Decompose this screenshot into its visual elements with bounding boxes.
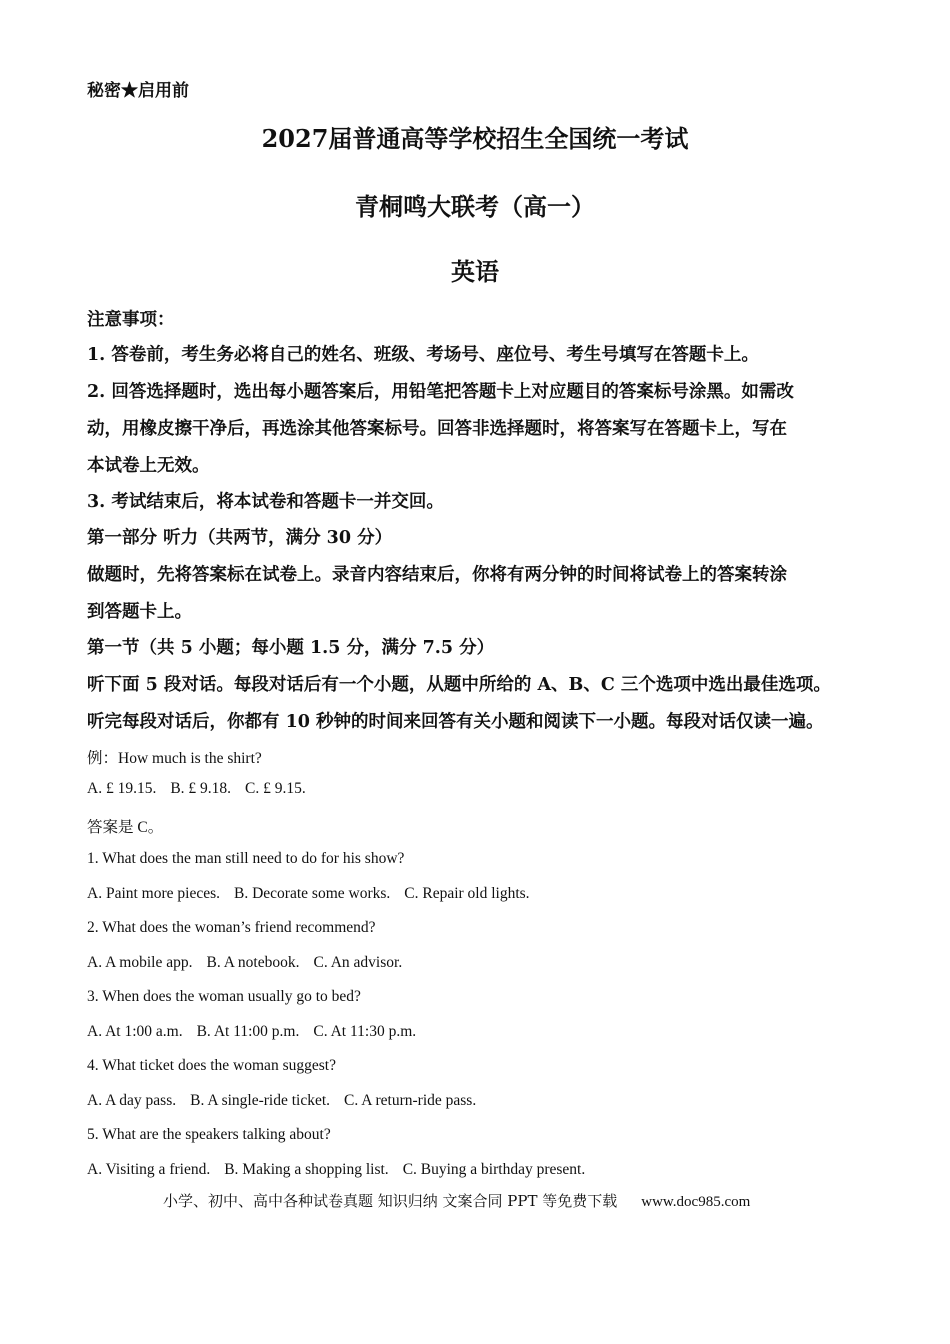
question-2: 2. What does the woman’s friend recommend? xyxy=(87,919,376,936)
page-footer xyxy=(163,1190,750,1211)
part1-heading: 第一部分 听力（共两节，满分 30 分） xyxy=(87,528,393,548)
question-1-options xyxy=(87,885,530,903)
exam-title: 2027届普通高等学校招生全国统一考试 xyxy=(261,124,689,153)
question-5-options xyxy=(87,1161,585,1179)
question-4-option-b: B. A single-ride ticket. xyxy=(190,1092,331,1109)
note-1: 1. 答卷前，考生务必将自己的姓名、班级、考场号、座位号、考生号填写在答题卡上。 xyxy=(87,345,759,365)
question-5-option-c: C. Buying a birthday present. xyxy=(402,1161,586,1178)
question-2-options xyxy=(87,954,402,972)
section1-desc-line-2: 听完每段对话后，你都有 10 秒钟的时间来回答有关小题和阅读下一小题。每段对话仅读一遍。 xyxy=(87,712,824,732)
note-2-line-1: 2. 回答选择题时，选出每小题答案后，用铅笔把答题卡上对应题目的答案标号涂黑。如需改 xyxy=(87,382,794,402)
question-1-option-a: A. Paint more pieces. xyxy=(87,885,221,902)
question-4: 4. What ticket does the woman suggest? xyxy=(87,1057,336,1074)
example-options xyxy=(87,780,306,798)
notes-heading: 注意事项： xyxy=(87,310,175,330)
question-5-option-b: B. Making a shopping list. xyxy=(224,1161,389,1178)
example-option-b: B. £ 9.18. xyxy=(170,780,232,797)
question-4-option-a: A. A day pass. xyxy=(87,1092,177,1109)
question-3-options xyxy=(87,1023,416,1041)
part1-desc-line-2: 到答题卡上。 xyxy=(87,602,192,622)
footer-url[interactable]: www.doc985.com xyxy=(641,1194,751,1210)
question-3: 3. When does the woman usually go to bed? xyxy=(87,988,361,1005)
note-3: 3. 考试结束后，将本试卷和答题卡一并交回。 xyxy=(87,492,444,512)
example-option-a: A. £ 19.15. xyxy=(87,780,157,797)
example-question: 例：How much is the shirt? xyxy=(87,750,262,767)
question-2-option-a: A. A mobile app. xyxy=(87,954,193,971)
section1-desc-line-1: 听下面 5 段对话。每段对话后有一个小题，从题中所给的 A、B、C 三个选项中选出最佳选项。 xyxy=(87,675,831,695)
question-2-option-c: C. An advisor. xyxy=(313,954,403,971)
subject-title: 英语 xyxy=(451,257,499,286)
question-2-option-b: B. A notebook. xyxy=(206,954,300,971)
question-1: 1. What does the man still need to do for his show? xyxy=(87,850,405,867)
question-1-option-b: B. Decorate some works. xyxy=(234,885,391,902)
question-5-option-a: A. Visiting a friend. xyxy=(87,1161,211,1178)
note-2-line-3: 本试卷上无效。 xyxy=(87,456,210,476)
league-title: 青桐鸣大联考（高一） xyxy=(355,192,595,221)
confidential-label: 秘密★启用前 xyxy=(87,81,189,101)
question-4-options xyxy=(87,1092,476,1110)
question-1-option-c: C. Repair old lights. xyxy=(404,885,530,902)
example-answer: 答案是 C。 xyxy=(87,819,164,836)
footer-text: 小学、初中、高中各种试卷真题 知识归纳 文案合同 PPT 等免费下载 xyxy=(163,1192,618,1210)
question-3-option-a: A. At 1:00 a.m. xyxy=(87,1023,183,1040)
question-4-option-c: C. A return-ride pass. xyxy=(344,1092,477,1109)
section1-heading: 第一节（共 5 小题；每小题 1.5 分，满分 7.5 分） xyxy=(87,638,495,658)
part1-desc-line-1: 做题时，先将答案标在试卷上。录音内容结束后，你将有两分钟的时间将试卷上的答案转涂 xyxy=(87,565,787,585)
note-2-line-2: 动，用橡皮擦干净后，再选涂其他答案标号。回答非选择题时，将答案写在答题卡上，写在 xyxy=(87,419,787,439)
question-3-option-c: C. At 11:30 p.m. xyxy=(313,1023,417,1040)
question-5: 5. What are the speakers talking about? xyxy=(87,1126,331,1143)
question-3-option-b: B. At 11:00 p.m. xyxy=(196,1023,300,1040)
example-option-c: C. £ 9.15. xyxy=(245,780,306,797)
